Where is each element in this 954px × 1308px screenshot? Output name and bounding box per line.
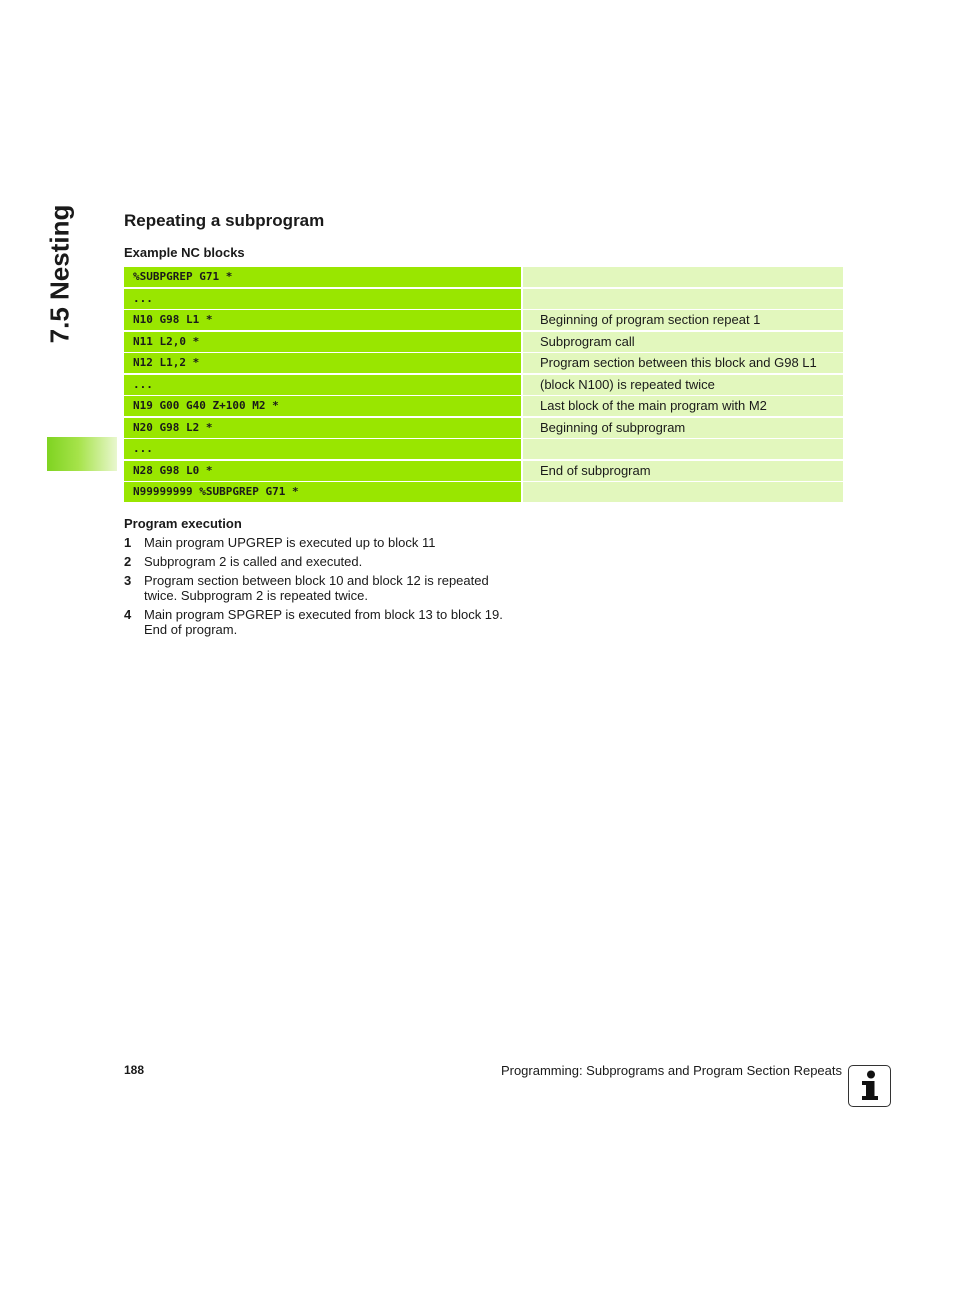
nc-comment-cell	[523, 289, 843, 309]
nc-comment-cell	[523, 267, 843, 287]
table-row	[124, 310, 843, 330]
step-text: Program section between block 10 and block 12 is repeated twice. Subprogram 2 is repeated twice.	[144, 573, 489, 603]
nc-code-cell: N28 G98 L0 *	[124, 461, 521, 481]
section-heading: Repeating a subprogram	[124, 211, 325, 230]
chapter-section-title: 7.5 Nesting	[44, 204, 75, 344]
step-number: 3	[124, 573, 132, 588]
example-heading: Example NC blocks	[124, 245, 245, 260]
list-item	[124, 607, 524, 637]
table-row	[124, 375, 843, 395]
info-icon	[848, 1065, 891, 1107]
list-item	[124, 573, 524, 603]
nc-code-cell: ...	[124, 375, 521, 395]
nc-code-cell: N12 L1,2 *	[124, 353, 521, 373]
nc-comment-cell	[523, 482, 843, 502]
table-row	[124, 461, 843, 481]
nc-code-cell: N20 G98 L2 *	[124, 418, 521, 438]
nc-comment-cell: End of subprogram	[523, 461, 843, 481]
step-text: Subprogram 2 is called and executed.	[144, 554, 363, 569]
nc-comment-cell: (block N100) is repeated twice	[523, 375, 843, 395]
table-row	[124, 439, 843, 459]
table-row	[124, 289, 843, 309]
nc-code-cell: N11 L2,0 *	[124, 332, 521, 352]
nc-blocks-table	[124, 267, 843, 504]
step-number: 1	[124, 535, 132, 550]
nc-code-cell: ...	[124, 439, 521, 459]
step-text: Main program SPGREP is executed from block 13 to block 19. End of program.	[144, 607, 503, 637]
nc-code-cell: %SUBPGREP G71 *	[124, 267, 521, 287]
nc-comment-cell: Program section between this block and G98 L1	[523, 353, 843, 373]
page-number: 188	[124, 1063, 145, 1077]
table-row	[124, 353, 843, 373]
table-row	[124, 267, 843, 287]
execution-heading: Program execution	[124, 516, 242, 531]
nc-comment-cell: Beginning of subprogram	[523, 418, 843, 438]
step-text: Main program UPGREP is executed up to block 11	[144, 535, 436, 550]
nc-code-cell: N99999999 %SUBPGREP G71 *	[124, 482, 521, 502]
nc-comment-cell: Subprogram call	[523, 332, 843, 352]
step-number: 2	[124, 554, 132, 569]
list-item	[124, 554, 524, 569]
list-item	[124, 535, 524, 550]
nc-code-cell: N10 G98 L1 *	[124, 310, 521, 330]
table-row	[124, 482, 843, 502]
execution-steps-list	[124, 535, 524, 641]
table-row	[124, 418, 843, 438]
nc-comment-cell	[523, 439, 843, 459]
table-row	[124, 332, 843, 352]
step-number: 4	[124, 607, 132, 622]
nc-comment-cell: Beginning of program section repeat 1	[523, 310, 843, 330]
section-tab-marker	[47, 437, 117, 471]
table-row	[124, 396, 843, 416]
nc-code-cell: ...	[124, 289, 521, 309]
nc-code-cell: N19 G00 G40 Z+100 M2 *	[124, 396, 521, 416]
chapter-footer-title: Programming: Subprograms and Program Section Repeats	[500, 1063, 842, 1078]
nc-comment-cell: Last block of the main program with M2	[523, 396, 843, 416]
